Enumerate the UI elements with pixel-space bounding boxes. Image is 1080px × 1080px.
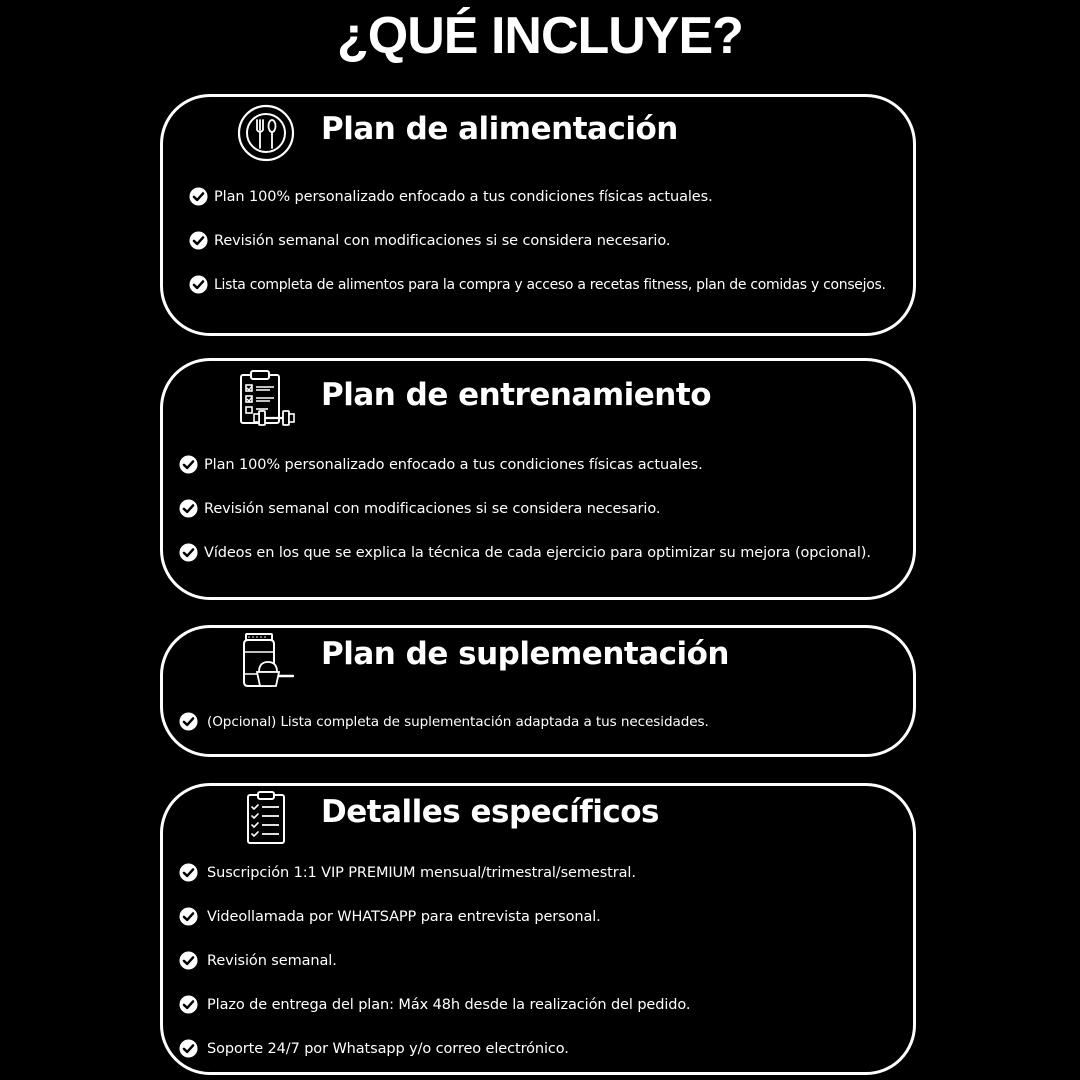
list-item-text: Soporte 24/7 por Whatsapp y/o correo electrónico.: [207, 1040, 569, 1057]
list-item: [179, 543, 871, 562]
list-item: [179, 455, 703, 474]
section-title: Plan de entrenamiento: [321, 377, 711, 413]
check-circle-icon: [189, 187, 208, 206]
page-title: ¿QUÉ INCLUYE?: [337, 7, 743, 65]
list-item-text: Vídeos en los que se explica la técnica de cada ejercicio para optimizar su mejora (opcional).: [204, 544, 871, 561]
check-circle-icon: [179, 543, 198, 562]
list-item: [189, 231, 670, 250]
check-circle-icon: [179, 712, 198, 731]
list-item: [179, 995, 690, 1014]
section-card-suplementacion: [160, 625, 916, 757]
list-item-text: Revisión semanal con modificaciones si se considera necesario.: [214, 232, 671, 249]
section-card-detalles: [160, 783, 916, 1075]
checklist-icon: [237, 790, 295, 848]
list-item: [179, 863, 636, 882]
plate-cutlery-icon: [237, 104, 295, 162]
section-title: Plan de suplementación: [321, 636, 729, 672]
section-title: Plan de alimentación: [321, 111, 678, 147]
check-circle-icon: [179, 995, 198, 1014]
list-item: [179, 951, 337, 970]
list-item: [179, 907, 601, 926]
check-circle-icon: [179, 499, 198, 518]
list-item-text: Plan 100% personalizado enfocado a tus condiciones físicas actuales.: [204, 456, 703, 473]
list-item-text: Revisión semanal con modificaciones si se considera necesario.: [204, 500, 661, 517]
check-circle-icon: [179, 1039, 198, 1058]
check-circle-icon: [179, 455, 198, 474]
list-item-text: Revisión semanal.: [207, 952, 337, 969]
supplement-jar-scoop-icon: [239, 632, 297, 690]
list-item: [179, 1039, 569, 1058]
list-item-text: Suscripción 1:1 VIP PREMIUM mensual/trimestral/semestral.: [207, 864, 636, 881]
list-item-text: (Opcional) Lista completa de suplementación adaptada a tus necesidades.: [207, 713, 709, 730]
list-item: [179, 499, 660, 518]
check-circle-icon: [189, 275, 208, 294]
check-circle-icon: [189, 231, 208, 250]
check-circle-icon: [179, 907, 198, 926]
list-item-text: Plazo de entrega del plan: Máx 48h desde la realización del pedido.: [207, 996, 691, 1013]
list-item-text: Videollamada por WHATSAPP para entrevista personal.: [207, 908, 601, 925]
section-card-alimentacion: [160, 94, 916, 336]
check-circle-icon: [179, 951, 198, 970]
list-item-text: Plan 100% personalizado enfocado a tus condiciones físicas actuales.: [214, 188, 713, 205]
list-item-text: Lista completa de alimentos para la compra y acceso a recetas fitness, plan de comidas y consejos.: [214, 276, 886, 293]
check-circle-icon: [179, 863, 198, 882]
section-title: Detalles específicos: [321, 794, 659, 830]
list-item: [189, 275, 886, 294]
list-item: [189, 187, 713, 206]
list-item: [179, 712, 709, 731]
section-card-entrenamiento: [160, 358, 916, 600]
clipboard-dumbbell-icon: [237, 369, 295, 427]
